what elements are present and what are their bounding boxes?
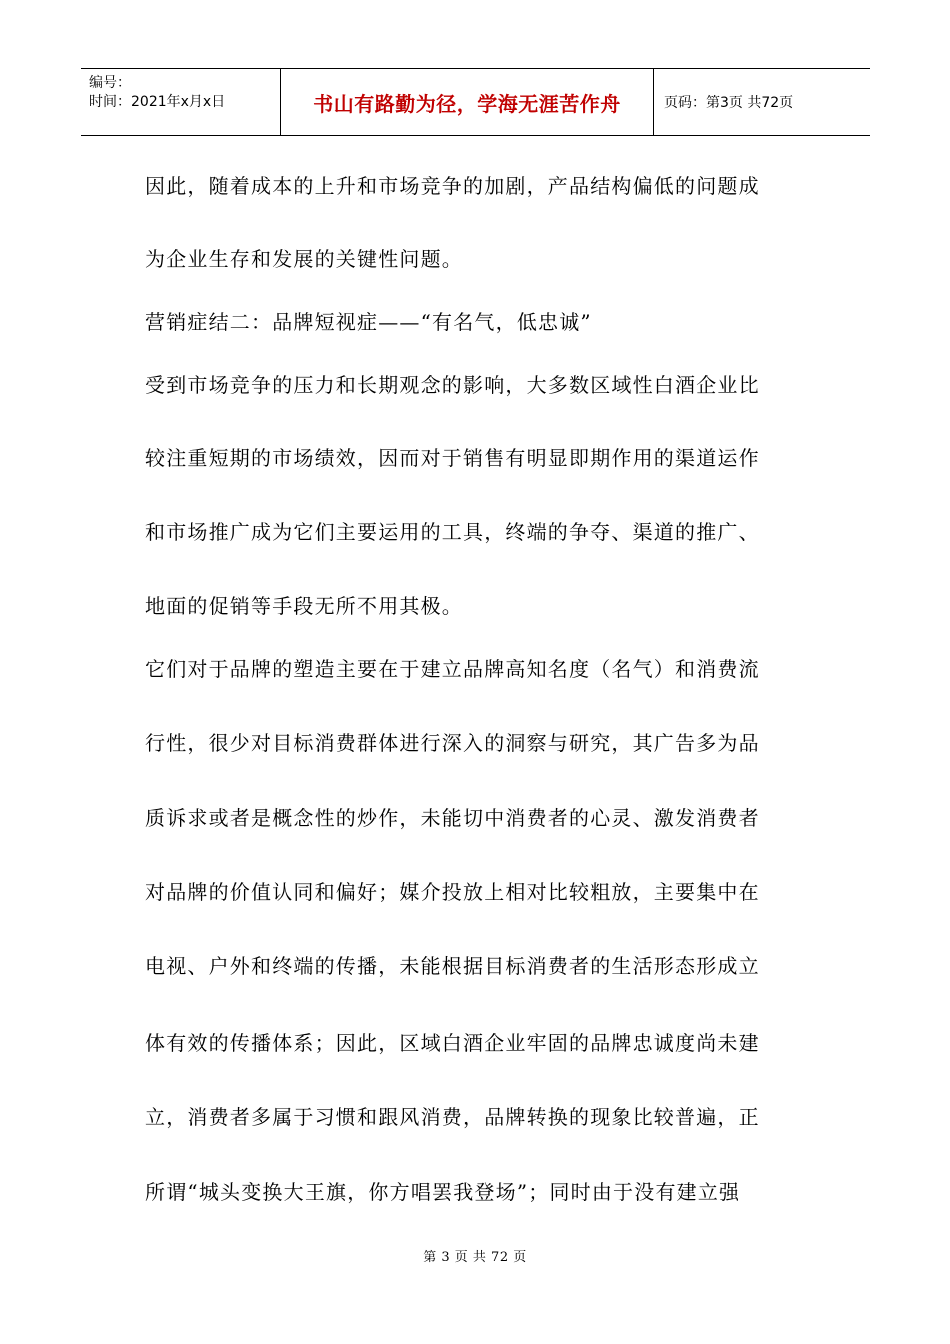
page-footer: 第 3 页 共 72 页 — [423, 1250, 527, 1265]
body-line: 行性，很少对目标消费群体进行深入的洞察与研究，其广告多为品 — [145, 731, 760, 755]
body-line: 体有效的传播体系；因此，区域白酒企业牢固的品牌忠诚度尚未建 — [145, 1031, 760, 1055]
body-line: 受到市场竞争的压力和长期观念的影响，大多数区域性白酒企业比 — [145, 373, 760, 397]
body-line: 对品牌的价值认同和偏好；媒介投放上相对比较粗放，主要集中在 — [145, 880, 760, 904]
document-time-label: 时间：2021年x月x日 — [89, 94, 226, 110]
body-line: 较注重短期的市场绩效，因而对于销售有明显即期作用的渠道运作 — [145, 446, 760, 470]
header-meta — [81, 69, 281, 135]
body-line: 和市场推广成为它们主要运用的工具，终端的争夺、渠道的推广、 — [145, 520, 760, 544]
body-line: 质诉求或者是概念性的炒作，未能切中消费者的心灵、激发消费者 — [145, 806, 760, 830]
body-line: 地面的促销等手段无所不用其极。 — [145, 594, 463, 618]
body-line: 立，消费者多属于习惯和跟风消费，品牌转换的现象比较普遍，正 — [145, 1105, 760, 1129]
body-line: 因此，随着成本的上升和市场竞争的加剧，产品结构偏低的问题成 — [145, 174, 760, 198]
page-header — [81, 68, 870, 136]
body-line: 电视、户外和终端的传播，未能根据目标消费者的生活形态形成立 — [145, 954, 760, 978]
header-page-label: 页码：第3页 共72页 — [664, 95, 794, 111]
section-heading: 营销症结二：品牌短视症——“有名气，低忠诚” — [145, 310, 592, 334]
header-motto: 书山有路勤为径，学海无涯苦作舟 — [281, 69, 654, 135]
body-line: 为企业生存和发展的关键性问题。 — [145, 247, 463, 271]
body-line: 它们对于品牌的塑造主要在于建立品牌高知名度（名气）和消费流 — [145, 657, 760, 681]
body-line: 所谓“城头变换大王旗，你方唱罢我登场”；同时由于没有建立强 — [145, 1180, 741, 1204]
document-number-label: 编号： — [89, 75, 131, 91]
